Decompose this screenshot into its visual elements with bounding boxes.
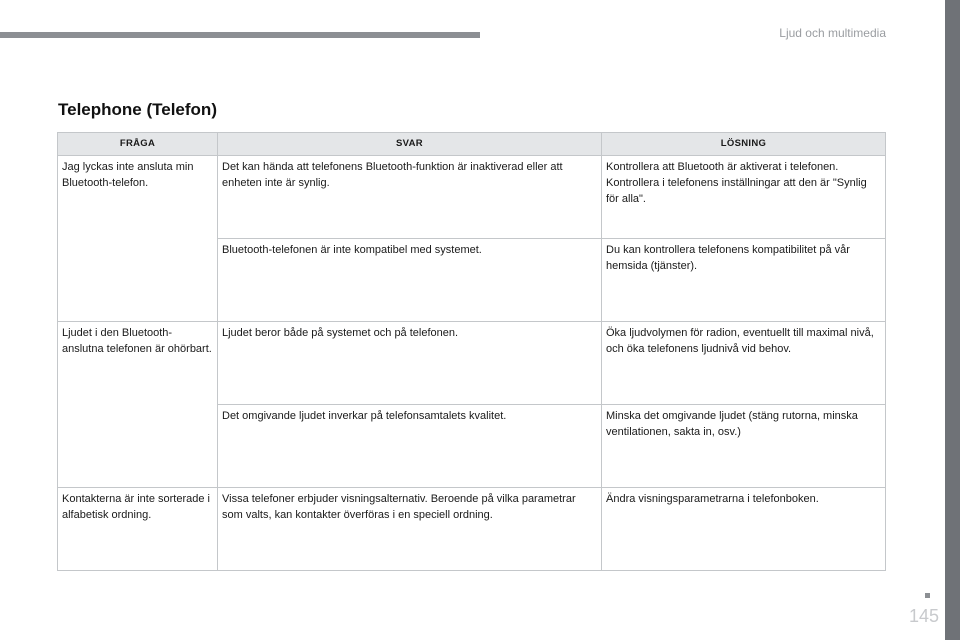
solution-cell: Öka ljudvolymen för radion, eventuellt till maximal nivå, och öka telefonens ljudnivå vid behov. [602,322,886,405]
answer-cell: Vissa telefoner erbjuder visningsalternativ. Beroende på vilka parametrar som valts, kan kontakter överföras i en speciell ordning. [218,488,602,571]
column-header-solution: LÖSNING [602,133,886,156]
question-cell: Kontakterna är inte sorterade i alfabetisk ordning. [58,488,218,571]
solution-cell: Ändra visningsparametrarna i telefonboken. [602,488,886,571]
table-row [58,322,886,405]
section-label: Ljud och multimedia [779,26,886,40]
troubleshooting-table [57,132,886,571]
question-cell: Ljudet i den Bluetooth-anslutna telefonen är ohörbart. [58,322,218,488]
answer-cell: Det kan hända att telefonens Bluetooth-funktion är inaktiverad eller att enheten inte är synlig. [218,156,602,239]
solution-text: Kontrollera att Bluetooth är aktiverat i telefonen. Kontrollera i telefonens inställningar att den är "Synlig för alla". [606,161,867,205]
page-edge-strip [945,0,960,640]
column-header-answer: SVAR [218,133,602,156]
header-rule [0,32,480,38]
page-title: Telephone (Telefon) [58,100,217,119]
question-cell: Jag lyckas inte ansluta min Bluetooth-telefon. [58,156,218,322]
solution-cell: Du kan kontrollera telefonens kompatibilitet på vår hemsida (tjänster). [602,239,886,322]
answer-cell: Bluetooth-telefonen är inte kompatibel med systemet. [218,239,602,322]
table-header-row [58,133,886,156]
solution-cell: Minska det omgivande ljudet (stäng rutorna, minska ventilationen, sakta in, osv.) [602,405,886,488]
table-row [58,488,886,571]
answer-cell: Det omgivande ljudet inverkar på telefonsamtalets kvalitet. [218,405,602,488]
column-header-question: FRÅGA [58,133,218,156]
answer-cell: Ljudet beror både på systemet och på telefonen. [218,322,602,405]
page-marker-dot [925,593,930,598]
solution-cell [602,156,886,239]
page-number: 145 [908,606,939,626]
table-row [58,156,886,239]
